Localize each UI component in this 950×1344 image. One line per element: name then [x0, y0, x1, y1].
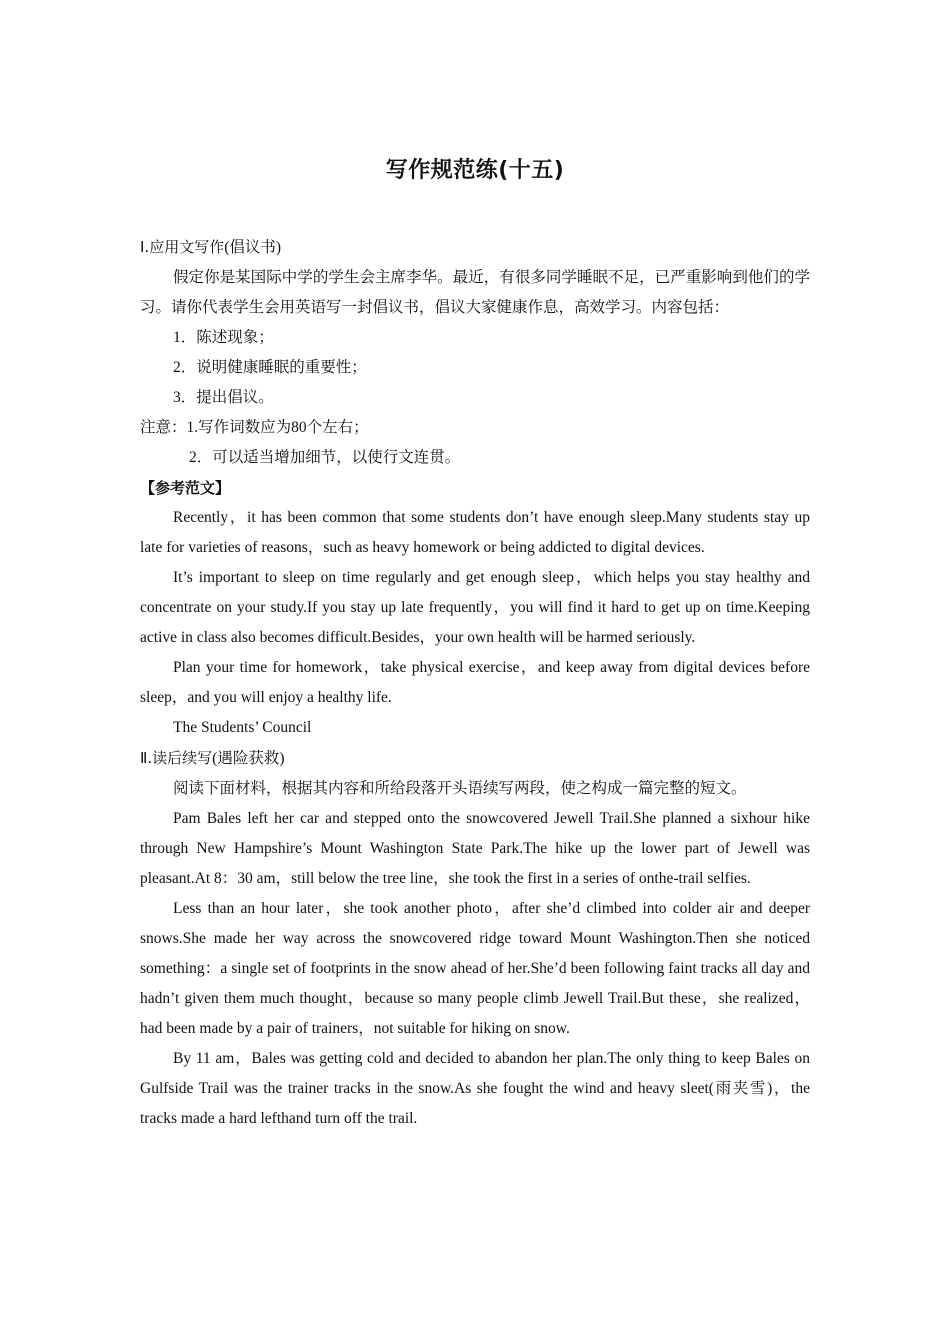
- sample-paragraph-3: Plan your time for homework，take physical exercise，and keep away from digital devices before sleep，and you will enjoy a healthy life.: [140, 659, 810, 706]
- page-title: 写作规范练(十五): [385, 158, 565, 183]
- section1-note-2: 2．可以适当增加细节，以使行文连贯。: [189, 449, 461, 466]
- section1-note-1: 注意：1.写作词数应为80个左右；: [140, 419, 369, 436]
- sample-essay-label: 【参考范文】: [140, 479, 231, 497]
- section1-item-3: 3．提出倡议。: [173, 389, 274, 406]
- section-heading-1-label: Ⅰ.应用文写作: [140, 238, 225, 256]
- section-heading-1-type: (倡议书): [224, 239, 282, 256]
- sample-paragraph-1: Recently，it has been common that some students don’t have enough sleep.Many students stay up late for varieties of reasons，such as heavy homework or being addicted to digital devices.: [140, 509, 810, 556]
- section-heading-2-label: Ⅱ.读后续写: [140, 749, 213, 767]
- section-heading-2: [140, 743, 810, 774]
- section2-instruction: 阅读下面材料，根据其内容和所给段落开头语续写两段，使之构成一篇完整的短文。: [173, 780, 747, 797]
- story-paragraph-3: By 11 am，Bales was getting cold and decided to abandon her plan.The only thing to keep Bales on Gulfside Trail was the trainer tracks in the snow.As she fought the wind and heavy sleet(雨夹雪)，the tracks made a hard lefthand turn off the trail.: [140, 1050, 810, 1127]
- section-heading-1: [140, 232, 810, 263]
- sample-signature: The Students’ Council: [173, 719, 312, 736]
- document-body: [140, 232, 810, 1134]
- section-heading-2-type: (遇险获救): [212, 750, 285, 767]
- section1-item-1: 1．陈述现象；: [173, 329, 274, 346]
- section1-item-2: 2．说明健康睡眠的重要性；: [173, 359, 367, 376]
- story-paragraph-2: Less than an hour later，she took another photo，after she’d climbed into colder air and deeper snows.She made her way across the snowcovered ridge toward Mount Washington.Then she noticed something：a single set of footprints in the snow ahead of her.She’d been following faint tracks all day and hadn’t given them much thought，because so many people climb Jewell Trail.But these，she realized，had been made by a pair of trainers，not suitable for hiking on snow.: [140, 900, 810, 1037]
- story-paragraph-1: Pam Bales left her car and stepped onto the snowcovered Jewell Trail.She planned a sixhour hike through New Hampshire’s Mount Washington State Park.The hike up the lower part of Jewell was pleasant.At 8：30 am，still below the tree line，she took the first in a series of onthe-trail selfies.: [140, 810, 810, 887]
- sample-paragraph-2: It’s important to sleep on time regularly and get enough sleep，which helps you stay healthy and concentrate on your study.If you stay up late frequently，you will find it hard to get up on time.Keeping active in class also becomes difficult.Besides，your own health will be harmed seriously.: [140, 569, 810, 646]
- section1-prompt: 假定你是某国际中学的学生会主席李华。最近，有很多同学睡眠不足，已严重影响到他们的学习。请你代表学生会用英语写一封倡议书，倡议大家健康作息，高效学习。内容包括：: [140, 269, 810, 316]
